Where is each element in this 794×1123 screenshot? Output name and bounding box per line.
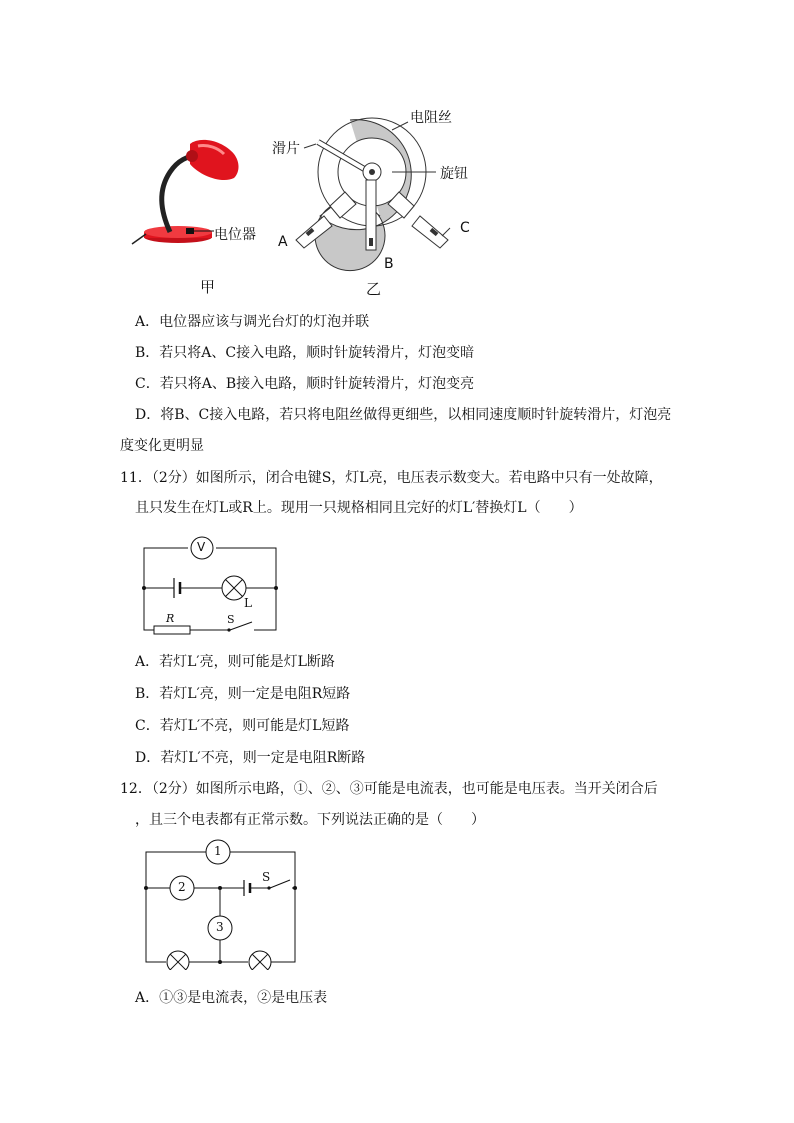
q10-option-c: C．若只将A、B接入电路，顺时针旋转滑片，灯泡变亮: [135, 376, 475, 392]
potentiometer-diagram: [296, 118, 450, 271]
terminal-a: A: [278, 234, 288, 250]
q12-meter-3-label: 3: [216, 920, 224, 934]
label-resistance-wire: 电阻丝: [410, 110, 452, 126]
q11-stem-line2: 且只发生在灯L或R上。现用一只规格相同且完好的灯L′替换灯L（ ）: [135, 500, 583, 516]
q10-option-d: D．将B、C接入电路，若只将电阻丝做得更细些，以相同速度顺时针旋转滑片，灯泡亮: [135, 407, 672, 423]
label-slider: 滑片: [272, 141, 300, 157]
figure-potentiometer: [130, 100, 500, 300]
q11-switch-label: S: [227, 613, 235, 626]
q11-voltmeter-label: V: [197, 540, 206, 554]
q12-option-a: A．①③是电流表，②是电压表: [135, 990, 328, 1006]
q11-option-c: C．若灯L′不亮，则可能是灯L短路: [135, 718, 350, 734]
label-potentiometer: 电位器: [214, 227, 256, 243]
q10-option-a: A．电位器应该与调光台灯的灯泡并联: [135, 314, 370, 330]
q12-switch-label: S: [262, 870, 271, 884]
terminal-c: C: [460, 220, 470, 236]
q11-stem-line1: 11．（2分）如图所示，闭合电键S，灯L亮，电压表示数变大。若电路中只有一处故障，: [120, 470, 663, 486]
q11-option-b: B．若灯L′亮，则一定是电阻R短路: [135, 686, 351, 702]
q11-resistor-label: R: [166, 612, 175, 625]
q12-stem-line2: ，且三个电表都有正常示数。下列说法正确的是（ ）: [135, 812, 485, 828]
q11-option-d: D．若灯L′不亮，则一定是电阻R断路: [135, 750, 366, 766]
q11-option-a: A．若灯L′亮，则可能是灯L断路: [135, 654, 335, 670]
caption-jia: 甲: [200, 278, 216, 296]
q10-option-d-cont: 度变化更明显: [120, 438, 204, 454]
q11-circuit-diagram: [140, 530, 285, 640]
caption-yi: 乙: [366, 280, 382, 298]
terminal-b: B: [384, 256, 394, 272]
label-knob: 旋钮: [440, 166, 468, 182]
q11-lamp-label: L: [244, 596, 252, 610]
q12-meter-1-label: 1: [214, 844, 222, 858]
q12-stem-line1: 12．（2分）如图所示电路，①、②、③可能是电流表，也可能是电压表。当开关闭合后: [120, 781, 658, 797]
q12-meter-2-label: 2: [178, 880, 186, 894]
q10-option-b: B．若只将A、C接入电路，顺时针旋转滑片，灯泡变暗: [135, 345, 475, 361]
